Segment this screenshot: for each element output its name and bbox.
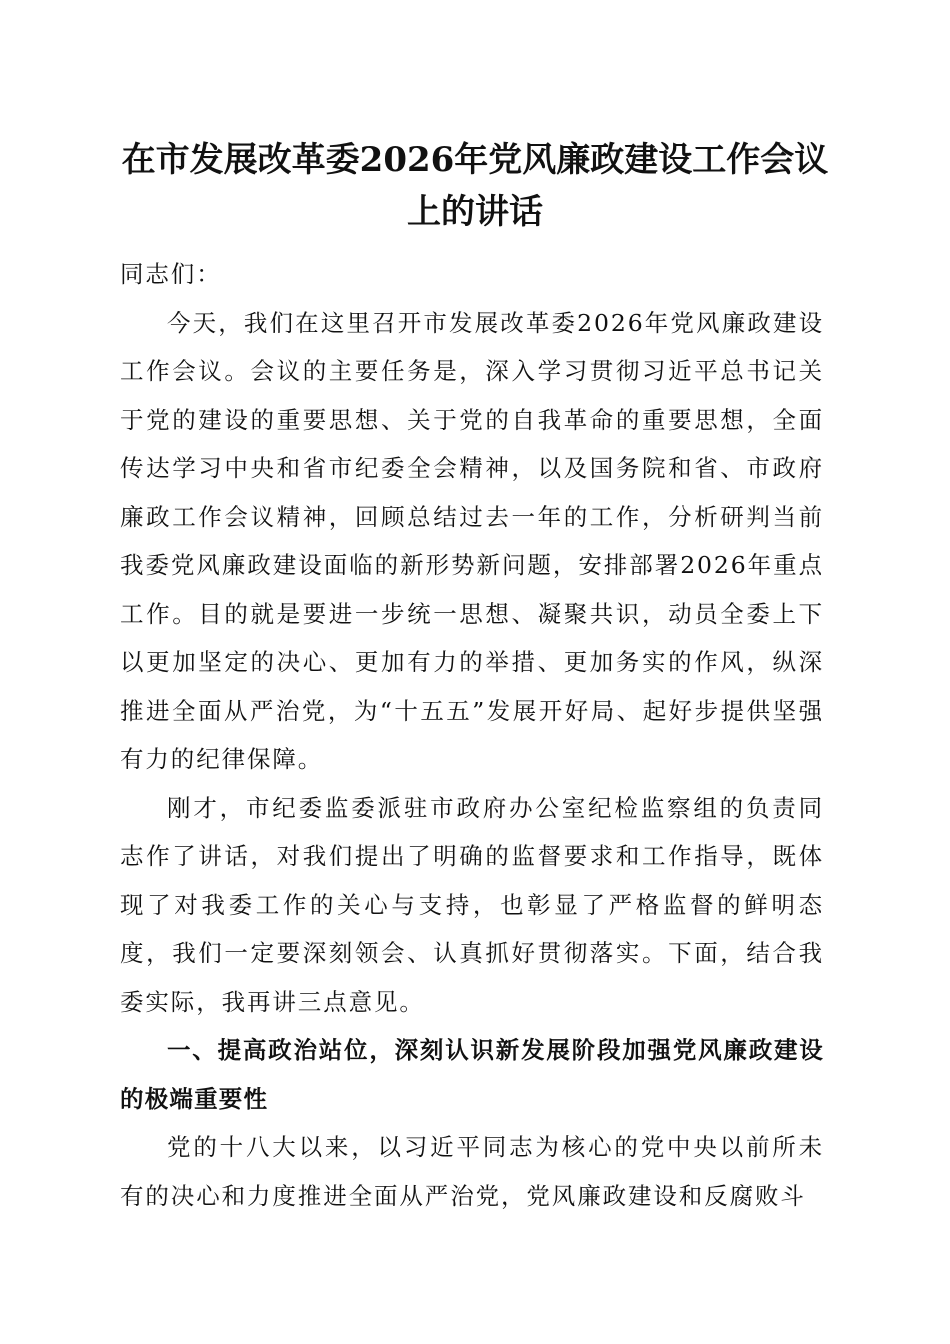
document-title: 在市发展改革委2026年党风廉政建设工作会议上的讲话: [121, 140, 829, 232]
section-heading-1: 一、提高政治站位，深刻认识新发展阶段加强党风廉政建设的极端重要性: [120, 1036, 824, 1113]
salutation: 同志们：: [120, 260, 222, 288]
paragraph-remarks: 刚才，市纪委监委派驻市政府办公室纪检监察组的负责同志作了讲话，对我们提出了明确的监督要求和工作指导，既体现了对我委工作的关心与支持，也彰显了严格监督的鲜明态度，我们一定要深刻领会、认真抓好贯彻落实。下面，结合我委实际，我再讲三点意见。: [120, 793, 824, 1016]
document-body: [120, 250, 824, 1220]
paragraph-opening: 今天，我们在这里召开市发展改革委2026年党风廉政建设工作会议。会议的主要任务是，深入学习贯彻习近平总书记关于党的建设的重要思想、关于党的自我革命的重要思想，全面传达学习中央和省市纪委全会精神，以及国务院和省、市政府廉政工作会议精神，回顾总结过去一年的工作，分析研判当前我委党风廉政建设面临的新形势新问题，安排部署2026年重点工作。目的就是要进一步统一思想、凝聚共识，动员全委上下以更加坚定的决心、更加有力的举措、更加务实的作风，纵深推进全面从严治党，为“十五五”发展开好局、起好步提供坚强有力的纪律保障。: [120, 308, 824, 773]
section-1-paragraph: 党的十八大以来，以习近平同志为核心的党中央以前所未有的决心和力度推进全面从严治党，党风廉政建设和反腐败斗: [120, 1133, 824, 1210]
